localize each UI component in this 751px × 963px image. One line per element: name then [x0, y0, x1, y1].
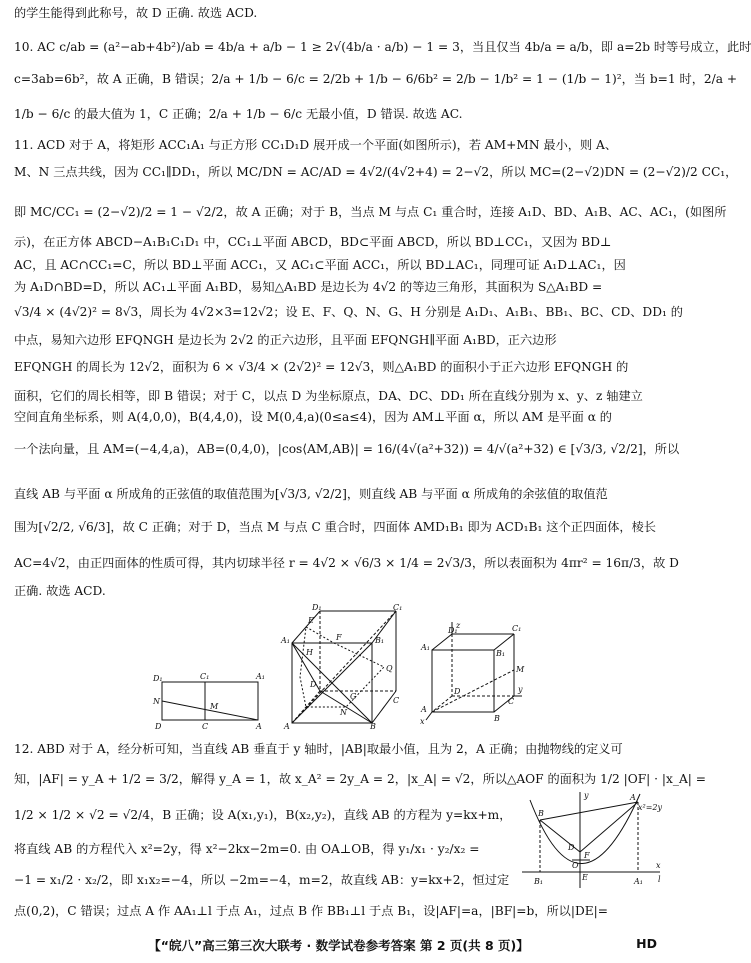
text-line: 空间直角坐标系，则 A(4,0,0)，B(4,4,0)，设 M(0,4,a)(0≤a≤4)，因为 AM⊥平面 α，所以 AM 是平面 α 的 [14, 410, 612, 424]
page-footer: 【“皖八”高三第三次大联考 · 数学试卷参考答案 第 2 页(共 8 页)】 [148, 938, 529, 953]
fig2-label: B₁ [375, 636, 385, 645]
text-line: AC=4√2，由正四面体的性质可得，其内切球半径 r = 4√2 × √6/3 × 1/4 = 2√3/3，所以表面积为 4πr² = 16π/3，故 D [14, 556, 679, 570]
fig3-label: A₁ [421, 643, 430, 652]
fig4-label: x²=2y [638, 803, 663, 812]
q12-line: 12. ABD 对于 A，经分析可知，当直线 AB 垂直于 y 轴时，|AB|取最小值，且为 2，A 正确；由抛物线的定义可 [14, 742, 623, 756]
q11-line: 11. ACD 对于 A，将矩形 ACC₁A₁ 与正方形 CC₁D₁D 展开成一个平面(如图所示)，若 AM+MN 最小，则 A、 [14, 138, 618, 152]
fig1-label: M [210, 702, 219, 711]
text-line: 即 MC/CC₁ = (2−√2)/2 = 1 − √2/2，故 A 正确；对于 B，当点 M 与点 C₁ 重合时，连接 A₁D、BD、A₁B、AC、AC₁，(如图所 [14, 205, 727, 219]
text-line: 直线 AB 与平面 α 所成角的正弦值的取值范围为[√3/3, √2/2]，则直线 AB 与平面 α 所成角的余弦值的取值范 [14, 487, 608, 501]
fig3-label: M [516, 665, 525, 674]
fig1-label: A [256, 722, 262, 731]
fig4-label: O [572, 861, 579, 870]
fig2-label: D [310, 680, 317, 689]
fig4-label: A [630, 793, 636, 802]
text-line: 点(0,2)，C 错误；过点 A 作 AA₁⊥l 于点 A₁，过点 B 作 BB₁⊥l 于点 B₁，设|AF|=a，|BF|=b，所以|DE|= [14, 904, 608, 918]
text-line: 1/b − 6/c 的最大值为 1，C 正确；2/a + 1/b − 6/c 无最小值，D 错误. 故选 AC. [14, 107, 463, 121]
fig2-label: D₁ [312, 603, 322, 612]
fig2-label: Q [386, 664, 393, 673]
coordinate-cube-figure [418, 620, 523, 725]
fig2-label: C₁ [393, 603, 403, 612]
fig2-label: G [350, 692, 357, 701]
text-line: 中点，易知六边形 EFQNGH 是边长为 2√2 的正六边形，且平面 EFQNGH∥平面 A₁BD，正六边形 [14, 333, 557, 347]
fig3-label: C₁ [512, 624, 522, 633]
fig3-label: x [420, 717, 425, 726]
fig2-label: B [370, 722, 376, 731]
text-line: EFQNGH 的周长为 12√2，面积为 6 × √3/4 × (2√2)² = 12√3，则△A₁BD 的面积小于正六边形 EFQNGH 的 [14, 360, 629, 374]
text-line: AC，且 AC∩CC₁=C，所以 BD⊥平面 ACC₁，又 AC₁⊂平面 ACC₁，所以 BD⊥AC₁，同理可证 A₁D⊥AC₁，因 [14, 258, 626, 272]
fig4-label: E [582, 873, 588, 882]
fig2-label: A [284, 722, 290, 731]
text-line: 面积，它们的周长相等，即 B 错误；对于 C，以点 D 为坐标原点，DA、DC、DD₁ 所在直线分别为 x、y、z 轴建立 [14, 389, 643, 403]
footer-code: HD [636, 936, 657, 951]
text-line: 示)，在正方体 ABCD−A₁B₁C₁D₁ 中，CC₁⊥平面 ABCD，BD⊂平面 ABCD，所以 BD⊥CC₁，又因为 BD⊥ [14, 235, 612, 249]
fig3-label: y [518, 685, 523, 694]
fig4-label: y [584, 791, 589, 800]
fig3-label: B₁ [496, 649, 506, 658]
fig2-label: N [340, 708, 347, 717]
fig2-label: F [336, 633, 342, 642]
fig3-label: B [494, 714, 500, 723]
fig3-label: A [421, 705, 427, 714]
fig4-label: F [584, 851, 590, 860]
fig2-label: C [393, 696, 400, 705]
fig1-label: C [202, 722, 209, 731]
text-line: 一个法向量，且 AM=(−4,4,a)，AB=(0,4,0)，|cos⟨AM,AB⟩| = 16/(4√(a²+32)) = 4/√(a²+32) ∈ [√3/3, √2/2]，所以 [14, 442, 680, 456]
fig1-label: D₁ [153, 674, 163, 683]
fig4-label: l [658, 875, 661, 884]
text-line: 将直线 AB 的方程代入 x²=2y，得 x²−2kx−2m=0. 由 OA⊥OB，得 y₁/x₁ · y₂/x₂ = [14, 842, 480, 856]
fig4-label: B₁ [534, 877, 544, 886]
q10-line: 10. AC c/ab = (a²−ab+4b²)/ab = 4b/a + a/b − 1 ≥ 2√(4b/a · a/b) − 1 = 3，当且仅当 4b/a = a/b，即 a=2b 时等号成立，此时 [14, 40, 751, 54]
fig1-label: D [155, 722, 162, 731]
fig4-label: B [538, 809, 544, 818]
fig2-label: H [306, 648, 313, 657]
fig4-label: D [568, 843, 575, 852]
text-line: 围为[√2/2, √6/3]，故 C 正确；对于 D，当点 M 与点 C 重合时，四面体 AMD₁B₁ 即为 ACD₁B₁ 这个正四面体，棱长 [14, 520, 656, 534]
text-line: √3/4 × (4√2)² = 8√3，周长为 4√2×3=12√2；设 E、F、Q、N、G、H 分别是 A₁D₁、A₁B₁、BB₁、BC、CD、DD₁ 的 [14, 305, 683, 319]
text-line: M、N 三点共线，因为 CC₁∥DD₁，所以 MC/DN = AC/AD = 4√2/(4√2+4) = 2−√2，所以 MC=(2−√2)DN = (2−√2)/2 CC₁， [14, 165, 738, 179]
text-line: c=3ab=6b²，故 A 正确，B 错误；2/a + 1/b − 6/c = 2/2b + 1/b − 6/6b² = 2/b − 1/b² = 1 − (1/b − 1)²，当 b=1 时，2/a + [14, 72, 738, 86]
fig1-label: N [153, 697, 160, 706]
text-line: 知，|AF| = y_A + 1/2 = 3/2，解得 y_A = 1，故 x_A² = 2y_A = 2，|x_A| = √2，所以△AOF 的面积为 1/2 |OF| · |x_A| = [14, 772, 706, 786]
fig2-label: A₁ [281, 636, 290, 645]
fig4-label: A₁ [634, 877, 643, 886]
unfolded-rectangle-figure [150, 668, 270, 730]
parabola-figure [520, 790, 665, 890]
fig3-label: z [456, 621, 461, 630]
fig4-label: x [656, 861, 661, 870]
text-line: 为 A₁D∩BD=D，所以 AC₁⊥平面 A₁BD，易知△A₁BD 是边长为 4√2 的等边三角形，其面积为 S△A₁BD = [14, 280, 603, 294]
text-line: 的学生能得到此称号，故 D 正确. 故选 ACD. [14, 6, 258, 20]
text-line: −1 = x₁/2 · x₂/2，即 x₁x₂=−4，所以 −2m=−4，m=2，故直线 AB：y=kx+2，恒过定 [14, 873, 510, 887]
cube-hexagon-figure [278, 603, 403, 730]
text-line: 正确. 故选 ACD. [14, 584, 106, 598]
fig2-label: E [308, 616, 314, 625]
fig1-label: A₁ [256, 672, 265, 681]
text-line: 1/2 × 1/2 × √2 = √2/4，B 正确；设 A(x₁,y₁)，B(x₂,y₂)，直线 AB 的方程为 y=kx+m， [14, 808, 512, 822]
fig3-label: D [454, 687, 461, 696]
fig1-label: C₁ [200, 672, 210, 681]
fig3-label: D₁ [448, 626, 458, 635]
fig3-label: C [508, 697, 515, 706]
